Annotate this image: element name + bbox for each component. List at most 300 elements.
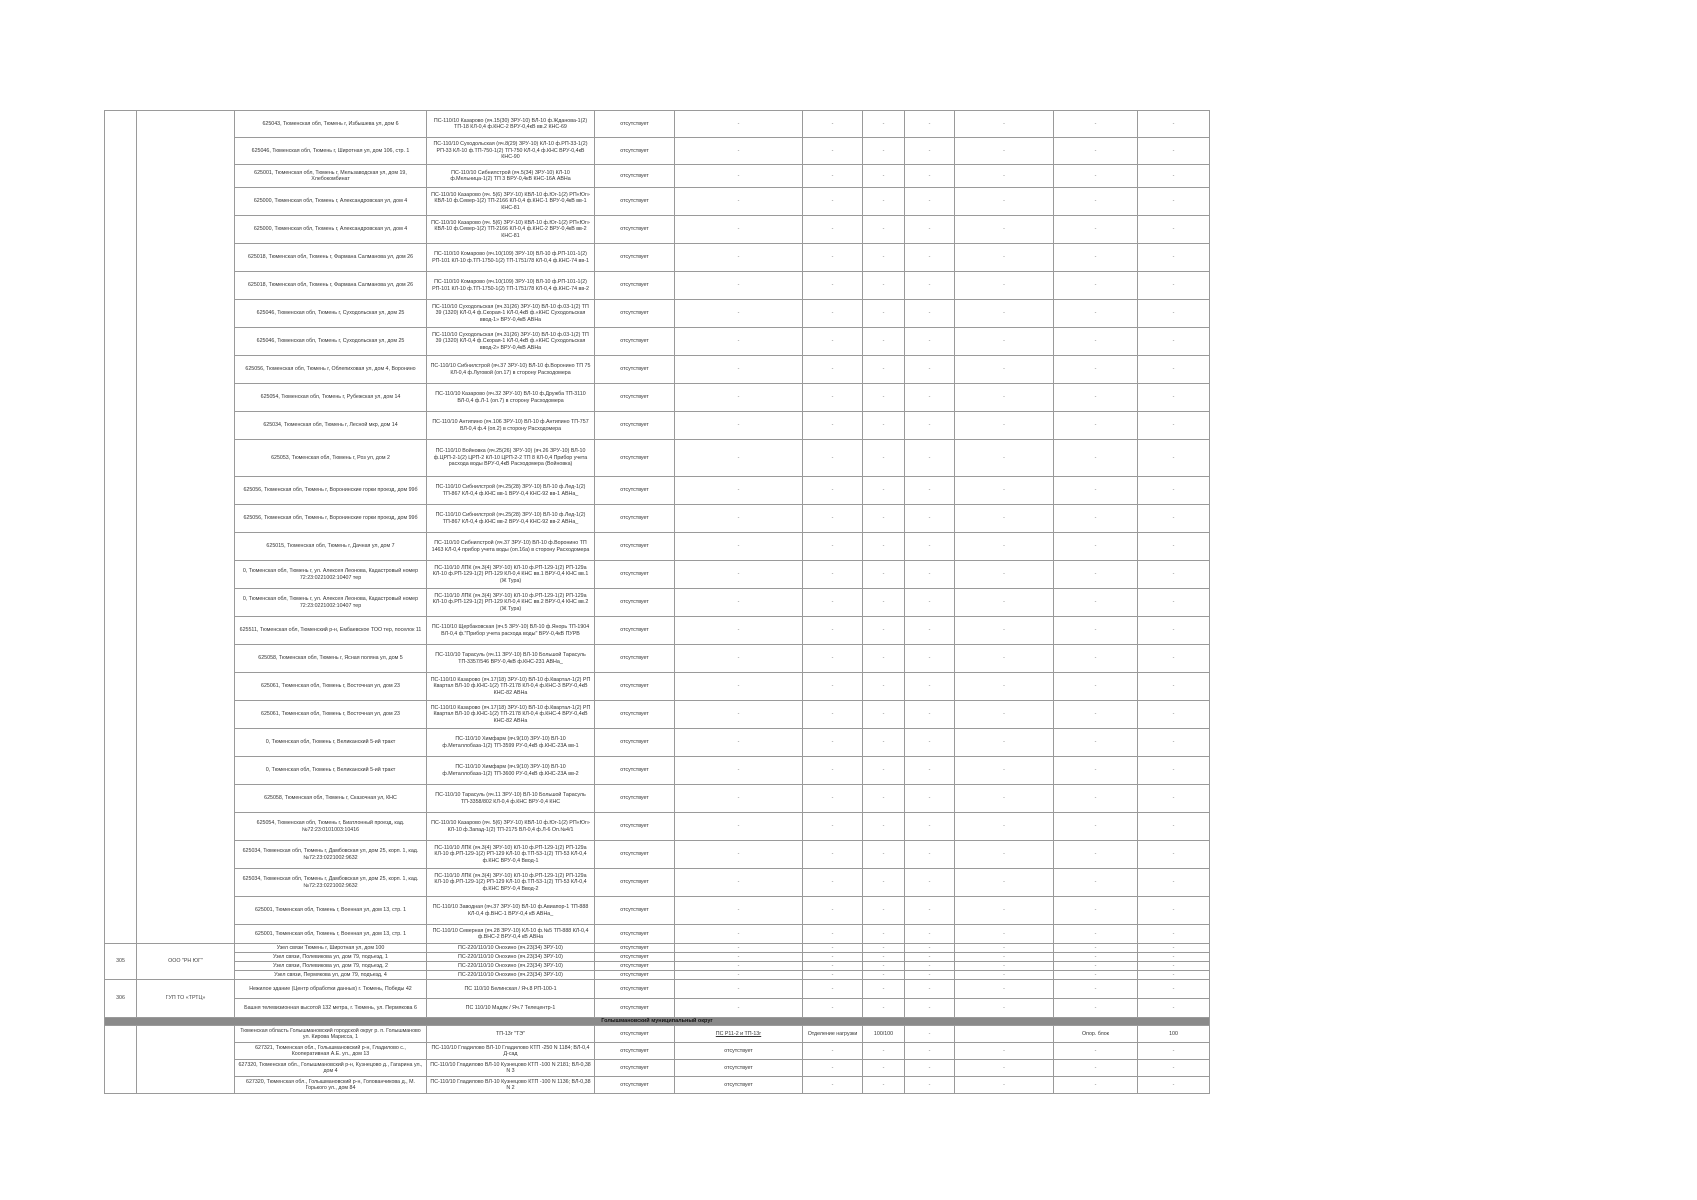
- category-cell: -: [863, 561, 905, 589]
- category-cell: -: [863, 244, 905, 272]
- address-cell: 0, Тюменская обл, Тюмень г, ул. Алексея Леонова, Кадастровый номер 72:23:0221002:10407 тер: [235, 589, 427, 617]
- value-cell: -: [905, 111, 955, 138]
- value-cell: -: [905, 1043, 955, 1060]
- percent-cell: -: [1138, 869, 1210, 897]
- value-cell: -: [905, 729, 955, 757]
- organization-cell: ГУП ТО «ТРТЦ»: [137, 980, 235, 1018]
- tp-cell: -: [675, 384, 803, 412]
- power-cell: -: [803, 897, 863, 925]
- type-cell: -: [1054, 477, 1138, 505]
- number-cell: 306: [105, 980, 137, 1018]
- connection-cell: ПС-110/10 Сибнилстрой (яч.37 ЗРУ-10) ВЛ-10 ф.Воронино ТП 1463 КЛ-0,4 прибор учета воды (оп.16а) в сторону Расходомера: [427, 533, 595, 561]
- regulation-status-cell: отсутствует: [595, 1026, 675, 1043]
- connection-cell: ПС 110/10 Белинская / Яч.8 РП-100-1: [427, 980, 595, 999]
- table-row: [105, 785, 1210, 813]
- value-cell: -: [905, 384, 955, 412]
- percent-cell: -: [1138, 1077, 1210, 1094]
- power-cell: -: [803, 244, 863, 272]
- power-cell: -: [803, 300, 863, 328]
- power-cell: -: [803, 188, 863, 216]
- value-cell: -: [905, 1077, 955, 1094]
- tp-cell: -: [675, 188, 803, 216]
- category-cell: -: [863, 188, 905, 216]
- category-cell: -: [863, 869, 905, 897]
- reserve-cell: -: [955, 188, 1054, 216]
- power-cell: -: [803, 216, 863, 244]
- reserve-cell: -: [955, 980, 1054, 999]
- table-row: [105, 589, 1210, 617]
- connection-cell: ПС-110/10 Казарово (яч. 5(6) ЗРУ-10) КВЛ-10 ф.Юг-1(2) РП«Юг» КВЛ-10 ф.Север-1(2) ТП-2166 КЛ-0,4 ф.КНС-2 ВРУ-0,4кВ вв-2 КНС-81: [427, 216, 595, 244]
- table-row: [105, 477, 1210, 505]
- type-cell: -: [1054, 138, 1138, 165]
- regulation-status-cell: отсутствует: [595, 138, 675, 165]
- address-cell: 625015, Тюменская обл, Тюмень г, Дачная ул, дом 7: [235, 533, 427, 561]
- regulation-status-cell: отсутствует: [595, 589, 675, 617]
- connection-cell: ПС-110/10 Гладилово ВЛ-10 Гладилово КТП -250 N 1184; ВЛ-0,4 Д-сад: [427, 1043, 595, 1060]
- reserve-cell: -: [955, 785, 1054, 813]
- power-cell: -: [803, 505, 863, 533]
- type-cell: -: [1054, 165, 1138, 188]
- address-cell: 625001, Тюменская обл, Тюмень г, Военная ул, дом 13, стр. 1: [235, 925, 427, 944]
- table-row: [105, 869, 1210, 897]
- connection-cell: ПС-110/10 Тарасуль (яч.11 ЗРУ-10) ВЛ-10 Большой Тарасуль ТП-3357/546 ВРУ-0,4кВ ф.КНС-231 АВНа_: [427, 645, 595, 673]
- value-cell: -: [905, 216, 955, 244]
- table-row: [105, 244, 1210, 272]
- table-row: [105, 272, 1210, 300]
- regulation-status-cell: отсутствует: [595, 111, 675, 138]
- value-cell: -: [905, 953, 955, 962]
- address-cell: 625018, Тюменская обл, Тюмень г, Фармана Салманова ул, дом 26: [235, 244, 427, 272]
- regulation-status-cell: отсутствует: [595, 645, 675, 673]
- tp-cell: -: [675, 533, 803, 561]
- power-cell: -: [803, 111, 863, 138]
- table-row: [105, 138, 1210, 165]
- table-row: [105, 1043, 1210, 1060]
- category-cell: -: [863, 533, 905, 561]
- category-cell: -: [863, 841, 905, 869]
- reserve-cell: -: [955, 111, 1054, 138]
- value-cell: -: [905, 477, 955, 505]
- address-cell: 625056, Тюменская обл, Тюмень г, Облепиховая ул, дом 4, Воронино: [235, 356, 427, 384]
- type-cell: -: [1054, 328, 1138, 356]
- type-cell: -: [1054, 589, 1138, 617]
- regulation-status-cell: отсутствует: [595, 999, 675, 1018]
- power-cell: -: [803, 356, 863, 384]
- percent-cell: -: [1138, 328, 1210, 356]
- address-cell: Узел связи Тюмень г, Широтная ул, дом 100: [235, 944, 427, 953]
- address-cell: 625001, Тюменская обл, Тюмень г, Мельзаводская ул, дом 19, Хлебокомбинат: [235, 165, 427, 188]
- table-row: [105, 561, 1210, 589]
- section-title: Голышмановский муниципальный округ: [105, 1018, 1210, 1026]
- category-cell: -: [863, 925, 905, 944]
- type-cell: -: [1054, 244, 1138, 272]
- value-cell: -: [905, 925, 955, 944]
- category-cell: -: [863, 1060, 905, 1077]
- section-header-row: [105, 1018, 1210, 1026]
- reserve-cell: -: [955, 841, 1054, 869]
- percent-cell: -: [1138, 729, 1210, 757]
- percent-cell: -: [1138, 897, 1210, 925]
- address-cell: 625046, Тюменская обл, Тюмень г, Широтная ул, дом 106, стр. 1: [235, 138, 427, 165]
- table-row: [105, 1060, 1210, 1077]
- category-cell: -: [863, 673, 905, 701]
- regulation-status-cell: отсутствует: [595, 785, 675, 813]
- percent-cell: -: [1138, 533, 1210, 561]
- power-cell: -: [803, 999, 863, 1018]
- address-cell: 625034, Тюменская обл, Тюмень г, Дамбовская ул, дом 25, корп. 1, кад.№72:23:0221002:9632: [235, 869, 427, 897]
- regulation-status-cell: отсутствует: [595, 962, 675, 971]
- address-cell: 625001, Тюменская обл, Тюмень г, Военная ул, дом 13, стр. 1: [235, 897, 427, 925]
- address-cell: 625058, Тюменская обл, Тюмень г, Сказочная ул, КНС: [235, 785, 427, 813]
- value-cell: -: [905, 589, 955, 617]
- reserve-cell: -: [955, 673, 1054, 701]
- table-row: [105, 384, 1210, 412]
- address-cell: 0, Тюменская обл, Тюмень г, Великанский 5-ий тракт: [235, 757, 427, 785]
- type-cell: -: [1054, 813, 1138, 841]
- value-cell: -: [905, 188, 955, 216]
- power-cell: -: [803, 980, 863, 999]
- regulation-status-cell: отсутствует: [595, 944, 675, 953]
- power-cell: -: [803, 165, 863, 188]
- reserve-cell: -: [955, 356, 1054, 384]
- tp-cell: -: [675, 561, 803, 589]
- category-cell: -: [863, 617, 905, 645]
- address-cell: 625061, Тюменская обл, Тюмень г, Восточная ул, дом 23: [235, 701, 427, 729]
- regulation-status-cell: отсутствует: [595, 953, 675, 962]
- power-cell: -: [803, 701, 863, 729]
- regulation-status-cell: отсутствует: [595, 617, 675, 645]
- type-cell: -: [1054, 561, 1138, 589]
- percent-cell: -: [1138, 980, 1210, 999]
- percent-cell: -: [1138, 300, 1210, 328]
- regulation-status-cell: отсутствует: [595, 813, 675, 841]
- reserve-cell: -: [955, 216, 1054, 244]
- category-cell: -: [863, 785, 905, 813]
- category-cell: -: [863, 111, 905, 138]
- power-cell: -: [803, 477, 863, 505]
- power-cell: -: [803, 841, 863, 869]
- type-cell: -: [1054, 673, 1138, 701]
- address-cell: 625046, Тюменская обл, Тюмень г, Суходольская ул, дом 25: [235, 300, 427, 328]
- type-cell: -: [1054, 897, 1138, 925]
- percent-cell: -: [1138, 111, 1210, 138]
- value-cell: -: [905, 138, 955, 165]
- power-cell: -: [803, 589, 863, 617]
- tp-cell: -: [675, 944, 803, 953]
- category-cell: 100/100: [863, 1026, 905, 1043]
- percent-cell: -: [1138, 561, 1210, 589]
- table-row: [105, 505, 1210, 533]
- tp-cell: -: [675, 869, 803, 897]
- reserve-cell: -: [955, 1043, 1054, 1060]
- table-row: [105, 188, 1210, 216]
- address-cell: 625043, Тюменская обл, Тюмень г, Избышева ул, дом 6: [235, 111, 427, 138]
- category-cell: -: [863, 962, 905, 971]
- table-row: [105, 757, 1210, 785]
- address-cell: 625000, Тюменская обл, Тюмень г, Александровская ул, дом 4: [235, 188, 427, 216]
- percent-cell: -: [1138, 673, 1210, 701]
- tp-cell: -: [675, 980, 803, 999]
- table-row: [105, 813, 1210, 841]
- table-row: [105, 533, 1210, 561]
- power-cell: -: [803, 328, 863, 356]
- connection-cell: ПС-110/10 Тарасуль (яч.11 ЗРУ-10) ВЛ-10 Большой Тарасуль ТП-3358/802 КЛ-0,4 ф.КНС ВРУ-0,4 КНС: [427, 785, 595, 813]
- reserve-cell: -: [955, 165, 1054, 188]
- value-cell: -: [905, 272, 955, 300]
- address-cell: 0, Тюменская обл, Тюмень г, Великанский 5-ий тракт: [235, 729, 427, 757]
- power-cell: -: [803, 869, 863, 897]
- value-cell: -: [905, 962, 955, 971]
- connection-cell: ПС-110/10 ЛПК (яч.3(4) ЗРУ-10) КЛ-10 ф.РП-129-1(2) РП-129а КЛ-10 ф.РП-129-1(2) РП-129 КЛ-10 ф.ТП-53-1(2) ТП-53 КЛ-0,4 ф.КНС ВРУ-0,4 Ввод-1: [427, 841, 595, 869]
- regulation-status-cell: отсутствует: [595, 841, 675, 869]
- reserve-cell: -: [955, 897, 1054, 925]
- tp-cell: -: [675, 645, 803, 673]
- power-cell: -: [803, 925, 863, 944]
- power-cell: -: [803, 673, 863, 701]
- value-cell: -: [905, 999, 955, 1018]
- power-cell: -: [803, 1077, 863, 1094]
- address-cell: 625034, Тюменская обл, Тюмень г, Дамбовская ул, дом 25, корп. 1, кад.№72:23:0221002:9632: [235, 841, 427, 869]
- connections-table: [104, 110, 1210, 1094]
- tp-cell: -: [675, 300, 803, 328]
- category-cell: -: [863, 300, 905, 328]
- power-cell: -: [803, 561, 863, 589]
- table-row: [105, 440, 1210, 477]
- connection-cell: ПС-220/110/10 Онохино (яч.23(34) ЗРУ-10): [427, 953, 595, 962]
- category-cell: -: [863, 729, 905, 757]
- connection-cell: ПС-110/10 Комарово (яч.10(109) ЗРУ-10) ВЛ-10 ф.РП-101-1(2) РП-101 КЛ-10 ф.ТП-1750-1(2) ТП-1751/78 КЛ-0,4 ф.КНС-74 вв-1: [427, 244, 595, 272]
- connection-cell: ТП-13г "ТЭ": [427, 1026, 595, 1043]
- regulation-status-cell: отсутствует: [595, 533, 675, 561]
- value-cell: -: [905, 328, 955, 356]
- tp-cell: -: [675, 440, 803, 477]
- address-cell: 627320, Тюменская обл., Голышмановский р-н, Кузнецово д., Гагарина ул., дом 4: [235, 1060, 427, 1077]
- reserve-cell: -: [955, 813, 1054, 841]
- reserve-cell: -: [955, 412, 1054, 440]
- category-cell: -: [863, 216, 905, 244]
- type-cell: -: [1054, 272, 1138, 300]
- power-cell: -: [803, 962, 863, 971]
- power-cell: -: [803, 617, 863, 645]
- address-cell: 625053, Тюменская обл, Тюмень г, Роз ул, дом 2: [235, 440, 427, 477]
- number-cell: [105, 111, 137, 944]
- regulation-status-cell: отсутствует: [595, 561, 675, 589]
- connection-cell: ПС-110/10 Щербаковская (яч.5 ЗРУ-10) ВЛ-10 ф.Янорь ТП-1904 ВЛ-0,4 ф."Прибор учета расхода воды" ВРУ-0,4кВ ПУРВ: [427, 617, 595, 645]
- percent-cell: -: [1138, 477, 1210, 505]
- regulation-status-cell: отсутствует: [595, 477, 675, 505]
- value-cell: -: [905, 617, 955, 645]
- type-cell: -: [1054, 645, 1138, 673]
- connection-cell: ПС-110/10 Казарово (яч.17(18) ЗРУ-10) ВЛ-10 ф.Квартал-1(2) РП Квартал ВЛ-10 ф.КНС-1(2) ТП-2178 КЛ-0,4 ф.КНС-3 ВРУ-0,4кВ КНС-82 АВНа: [427, 673, 595, 701]
- tp-cell: -: [675, 244, 803, 272]
- percent-cell: -: [1138, 412, 1210, 440]
- value-cell: -: [905, 356, 955, 384]
- category-cell: -: [863, 980, 905, 999]
- percent-cell: -: [1138, 971, 1210, 980]
- reserve-cell: -: [955, 971, 1054, 980]
- type-cell: -: [1054, 617, 1138, 645]
- table-row: [105, 216, 1210, 244]
- percent-cell: -: [1138, 165, 1210, 188]
- table-row: [105, 328, 1210, 356]
- reserve-cell: -: [955, 505, 1054, 533]
- percent-cell: -: [1138, 701, 1210, 729]
- percent-cell: -: [1138, 384, 1210, 412]
- type-cell: Опор. блок: [1054, 1026, 1138, 1043]
- regulation-status-cell: отсутствует: [595, 505, 675, 533]
- tp-cell: -: [675, 841, 803, 869]
- address-cell: 625511, Тюменская обл, Тюменский р-н, Ембаевское ТОО тер, поселок 11: [235, 617, 427, 645]
- address-cell: 625061, Тюменская обл, Тюмень г, Восточная ул, дом 23: [235, 673, 427, 701]
- value-cell: -: [905, 412, 955, 440]
- reserve-cell: -: [955, 953, 1054, 962]
- tp-cell: -: [675, 617, 803, 645]
- type-cell: -: [1054, 785, 1138, 813]
- percent-cell: -: [1138, 617, 1210, 645]
- regulation-status-cell: отсутствует: [595, 328, 675, 356]
- connection-cell: ПС-110/10 Казарово (яч. 5(6) ЗРУ-10) КВЛ-10 ф.Юг-1(2) РП«Юг» КВЛ-10 ф.Север-1(2) ТП-2166 КЛ-0,4 ф.КНС-1 ВРУ-0,4кВ вв-1 КНС-81: [427, 188, 595, 216]
- regulation-status-cell: отсутствует: [595, 1077, 675, 1094]
- reserve-cell: [955, 1026, 1054, 1043]
- reserve-cell: -: [955, 477, 1054, 505]
- value-cell: -: [905, 869, 955, 897]
- table-row: [105, 111, 1210, 138]
- reserve-cell: -: [955, 533, 1054, 561]
- power-cell: -: [803, 272, 863, 300]
- connection-cell: ПС-110/10 Химфарм (яч.9(10) ЗРУ-10) ВЛ-10 ф.Металлобаза-1(2) ТП-3599 РУ-0,4кВ ф.КНС-23А вв-1: [427, 729, 595, 757]
- tp-cell: -: [675, 412, 803, 440]
- table-row: [105, 1077, 1210, 1094]
- category-cell: -: [863, 944, 905, 953]
- category-cell: -: [863, 356, 905, 384]
- tp-cell: -: [675, 165, 803, 188]
- category-cell: -: [863, 440, 905, 477]
- regulation-status-cell: отсутствует: [595, 300, 675, 328]
- power-cell: -: [803, 440, 863, 477]
- power-cell: -: [803, 533, 863, 561]
- table-row: [105, 673, 1210, 701]
- type-cell: -: [1054, 971, 1138, 980]
- type-cell: -: [1054, 216, 1138, 244]
- table-row: [105, 412, 1210, 440]
- type-cell: -: [1054, 188, 1138, 216]
- address-cell: Узел связи, Полевикова ул, дом 79, подъезд, 2: [235, 962, 427, 971]
- type-cell: -: [1054, 944, 1138, 953]
- power-cell: -: [803, 138, 863, 165]
- value-cell: -: [905, 440, 955, 477]
- value-cell: -: [905, 561, 955, 589]
- connection-cell: ПС-110/10 Суходольская (яч.8(29) ЗРУ-10) КЛ-10 ф.РП-33-1(2) РП-33 КЛ-10 ф.ТП-750-1(2) ТП-750 КЛ-0,4 ф.КНС ВРУ-0,4кВ КНС-90: [427, 138, 595, 165]
- reserve-cell: -: [955, 244, 1054, 272]
- category-cell: -: [863, 412, 905, 440]
- reserve-cell: -: [955, 944, 1054, 953]
- category-cell: -: [863, 757, 905, 785]
- address-cell: 625034, Тюменская обл, Тюмень г, Лесной мкр, дом 14: [235, 412, 427, 440]
- tp-cell: -: [675, 953, 803, 962]
- type-cell: -: [1054, 869, 1138, 897]
- connection-cell: ПС-220/110/10 Онохино (яч.23(34) ЗРУ-10): [427, 962, 595, 971]
- connection-cell: ПС-110/10 Северная (яч.28 ЗРУ-10) КЛ-10 ф.№5 ТП-888 КЛ-0,4 ф.ВНС-2 ВРУ-0,4 кВ АВНа: [427, 925, 595, 944]
- tp-cell: -: [675, 962, 803, 971]
- tp-cell: -: [675, 477, 803, 505]
- table-row: [105, 1026, 1210, 1043]
- table-row: [105, 617, 1210, 645]
- regulation-status-cell: отсутствует: [595, 673, 675, 701]
- connection-cell: ПС-220/110/10 Онохино (яч.23(34) ЗРУ-10): [427, 944, 595, 953]
- address-cell: Тюменская область Голышмановский городской округ р. п. Голышманово ул. Кирова Марисса, 1: [235, 1026, 427, 1043]
- category-cell: -: [863, 328, 905, 356]
- regulation-status-cell: отсутствует: [595, 701, 675, 729]
- percent-cell: -: [1138, 813, 1210, 841]
- organization-cell: [137, 1026, 235, 1094]
- address-cell: 625046, Тюменская обл, Тюмень г, Суходольская ул, дом 25: [235, 328, 427, 356]
- tp-cell: -: [675, 328, 803, 356]
- reserve-cell: -: [955, 1060, 1054, 1077]
- value-cell: -: [905, 244, 955, 272]
- address-cell: Нежилое здание (Центр обработки данных) г. Тюмень, Победы 42: [235, 980, 427, 999]
- organization-cell: ООО "РН ЮГ": [137, 944, 235, 980]
- tp-cell: -: [675, 813, 803, 841]
- table-row: [105, 841, 1210, 869]
- connection-cell: ПС-110/10 Казарово (яч.15(30) ЗРУ-10) ВЛ-10 ф.Жданова-1(2) ТП-18 КЛ-0,4 ф.КНС-2 ВРУ-0,4кВ вв.2 КНС-69: [427, 111, 595, 138]
- percent-cell: -: [1138, 785, 1210, 813]
- power-cell: -: [803, 813, 863, 841]
- table-row: [105, 645, 1210, 673]
- address-cell: Башня телевизионная высотой 132 метра, г. Тюмень, ул. Пермякова 6: [235, 999, 427, 1018]
- table-row: [105, 165, 1210, 188]
- type-cell: -: [1054, 1060, 1138, 1077]
- connection-cell: ПС 110/10 Мадяк / Яч.7 Телецентр-1: [427, 999, 595, 1018]
- regulation-status-cell: отсутствует: [595, 165, 675, 188]
- type-cell: -: [1054, 533, 1138, 561]
- tp-cell: -: [675, 757, 803, 785]
- type-cell: -: [1054, 440, 1138, 477]
- regulation-status-cell: отсутствует: [595, 356, 675, 384]
- reserve-cell: -: [955, 300, 1054, 328]
- power-cell: -: [803, 1043, 863, 1060]
- tp-cell: -: [675, 925, 803, 944]
- value-cell: -: [905, 757, 955, 785]
- tp-cell: -: [675, 729, 803, 757]
- percent-cell: -: [1138, 440, 1210, 477]
- address-cell: 625054, Тюменская обл, Тюмень г, Биатлонный проезд, кад.№72:23:0101003:10416: [235, 813, 427, 841]
- regulation-status-cell: отсутствует: [595, 272, 675, 300]
- tp-cell: ПС Р11-2 и ТП-13г: [675, 1026, 803, 1043]
- type-cell: -: [1054, 111, 1138, 138]
- table-row: [105, 897, 1210, 925]
- value-cell: -: [905, 980, 955, 999]
- reserve-cell: -: [955, 138, 1054, 165]
- table-row: [105, 925, 1210, 944]
- address-cell: Узел связи, Пермякова ул, дом 79, подъезд, 4: [235, 971, 427, 980]
- category-cell: -: [863, 384, 905, 412]
- type-cell: -: [1054, 757, 1138, 785]
- tp-cell: -: [675, 785, 803, 813]
- table-row: [105, 971, 1210, 980]
- category-cell: -: [863, 813, 905, 841]
- type-cell: -: [1054, 999, 1138, 1018]
- reserve-cell: -: [955, 701, 1054, 729]
- connection-cell: ПС-110/10 Суходольская (яч.31(26) ЗРУ-10) ВЛ-10 ф.03-1(2) ТП 39 (1320) КЛ-0,4 ф.Скорая-1 КЛ-0,4кВ ф.«КНС Суходольская ввод-2» ВРУ-0,4кВ АВНа: [427, 328, 595, 356]
- connection-cell: ПС-110/10 Гладилово ВЛ-10 Кузнецово КТП -100 N 1136; ВЛ-0,38 N 2: [427, 1077, 595, 1094]
- connection-cell: ПС-110/10 Суходольская (яч.31(26) ЗРУ-10) ВЛ-10 ф.03-1(2) ТП 39 (1320) КЛ-0,4 ф.Скорая-1 КЛ-0,4кВ ф.«КНС Суходольская ввод-1» ВРУ-0,4кВ АВНа: [427, 300, 595, 328]
- category-cell: -: [863, 645, 905, 673]
- power-cell: -: [803, 1060, 863, 1077]
- regulation-status-cell: отсутствует: [595, 1060, 675, 1077]
- percent-cell: -: [1138, 944, 1210, 953]
- connection-cell: ПС-110/10 Сибнилстрой (яч.25(28) ЗРУ-10) ВЛ-10 ф.Лед-1(2) ТП-867 КЛ-0,4 ф.КНС вв-1 ВРУ-0,4 КНС-92 вв-1 АВНа_: [427, 477, 595, 505]
- reserve-cell: -: [955, 962, 1054, 971]
